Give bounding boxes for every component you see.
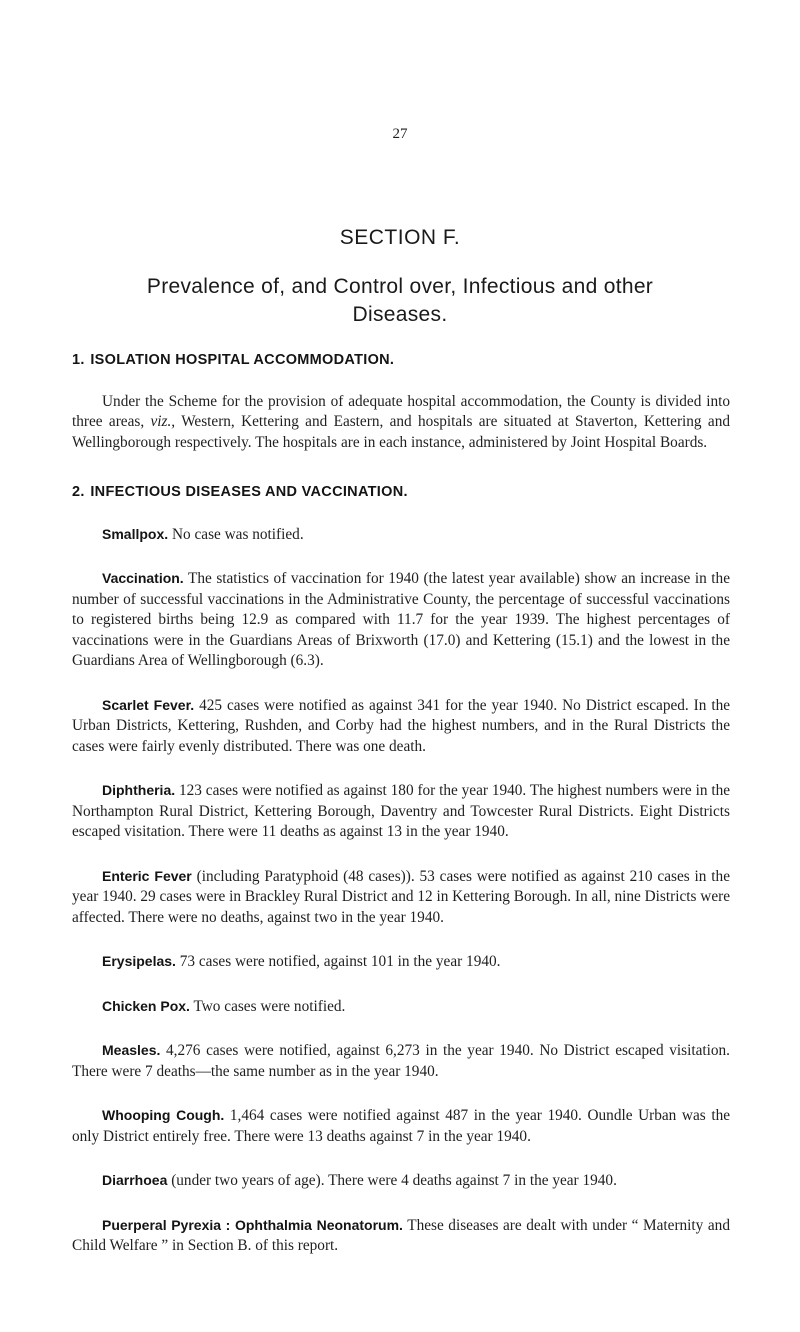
document-body — [72, 350, 730, 1257]
entry-text: 4,276 cases were notified, against 6,273 in the year 1940. No District escaped visitation. There were 7 deaths—the same number as in the year 1940. — [72, 1042, 731, 1080]
entry-text: Two cases were notified. — [193, 997, 346, 1015]
entry-text: 1,464 cases were notified against 487 in the year 1940. Oundle Urban was the only District entirely free. There were 13 deaths against 7 in the year 1940. — [72, 1107, 731, 1145]
entry-scarlet-fever — [72, 695, 730, 758]
entry-keyword: Enteric Fever — [102, 867, 192, 884]
entry-text: No case was notified. — [171, 525, 304, 543]
entry-text: (including Paratyphoid (48 cases)). 53 cases were notified as against 210 cases in the year 1940. 29 cases were in Brackley Rural District and 12 in Kettering Borough. In all, nine Districts were affected. There were no deaths, against two in the year 1940. — [72, 867, 731, 926]
page-number: 27 — [392, 126, 408, 142]
entry-keyword: Puerperal Pyrexia : Ophthalmia Neonatorum. — [102, 1216, 403, 1233]
entry-vaccination — [72, 568, 730, 672]
entry-chicken-pox — [72, 996, 730, 1018]
heading-isolation-hospital — [72, 350, 730, 371]
entry-keyword: Erysipelas. — [102, 953, 176, 969]
entry-text: (under two years of age). There were 4 deaths against 7 in the year 1940. — [171, 1172, 617, 1189]
entry-keyword: Smallpox. — [102, 525, 169, 542]
heading-text: INFECTIOUS DISEASES AND VACCINATION. — [90, 484, 408, 500]
entry-text: These diseases are dealt with under “ Maternity and Child Welfare ” in Section B. of this report. — [72, 1216, 730, 1254]
heading-number: 2. — [72, 484, 85, 500]
entry-smallpox — [72, 524, 730, 546]
entry-measles — [72, 1040, 730, 1082]
paragraph-isolation-hospital: Under the Scheme for the provision of adequate hospital accommodation, the County is divided into three areas, viz., Western, Kettering and Eastern, and hospitals are situated at Staverton, Kettering and Wellingborough respectively. The hospitals are in each instance, administered by Joint Hospital Boards. — [72, 392, 730, 451]
heading-text: ISOLATION HOSPITAL ACCOMMODATION. — [90, 352, 395, 368]
entry-diarrhoea — [72, 1170, 730, 1192]
entry-keyword: Diarrhoea — [102, 1172, 168, 1188]
entry-keyword: Vaccination. — [102, 570, 184, 586]
entry-keyword: Whooping Cough. — [102, 1107, 225, 1123]
entry-keyword: Diphtheria. — [102, 782, 176, 798]
entry-puerperal-pyrexia — [72, 1215, 730, 1257]
entry-keyword: Scarlet Fever. — [102, 696, 195, 713]
entry-text: 73 cases were notified, against 101 in the year 1940. — [179, 953, 501, 970]
entry-whooping-cough — [72, 1105, 730, 1147]
entry-keyword: Chicken Pox. — [102, 997, 190, 1014]
heading-infectious-diseases — [72, 482, 730, 503]
entry-enteric-fever — [72, 866, 730, 929]
heading-number: 1. — [72, 352, 85, 368]
entry-diphtheria — [72, 780, 730, 843]
entry-text: 425 cases were notified as against 341 for the year 1940. No District escaped. In the Urban Districts, Kettering, Rushden, and Corby had the highest numbers, and in the Rural Districts the cases were fairly evenly distributed. There was one death. — [72, 696, 731, 755]
entry-text: The statistics of vaccination for 1940 (the latest year available) show an increase in the number of successful vaccinations in the Administrative County, the percentage of successful vaccinations to registered births being 12.9 as compared with 11.7 for the year 1939. The highest percentages of vaccinations were in the Guardians Areas of Brixworth (17.0) and Kettering (15.1) and the lowest in the Guardians Area of Wellingborough (6.3). — [72, 570, 730, 669]
section-subtitle: Prevalence of, and Control over, Infectious and other Diseases. — [146, 275, 654, 326]
entry-text: 123 cases were notified as against 180 for the year 1940. The highest numbers were in the Northampton Rural District, Kettering Borough, Daventry and Towcester Rural Districts. Eight Districts escaped visitation. There were 11 deaths as against 13 in the year 1940. — [72, 782, 731, 840]
entry-keyword: Measles. — [102, 1042, 161, 1058]
entry-erysipelas — [72, 951, 730, 973]
section-title: SECTION F. — [339, 226, 461, 249]
